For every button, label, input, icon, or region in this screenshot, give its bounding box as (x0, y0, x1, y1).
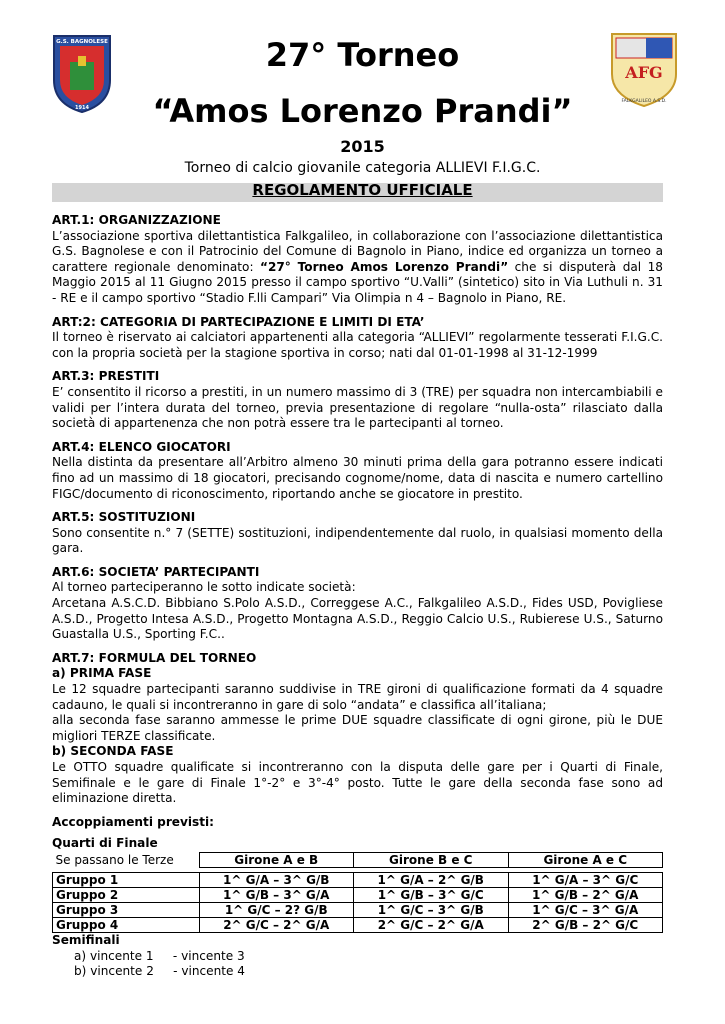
logo-left-year: 1914 (75, 105, 89, 111)
phase-b-label: b) SECONDA FASE (52, 744, 174, 759)
table-row (53, 902, 663, 917)
group-name: Gruppo 3 (53, 902, 200, 917)
article-text: Arcetana A.S.C.D. Bibbiano S.Polo A.S.D., Correggese A.C., Falkgalileo A.S.D., Fides USD, Povigliese A.S.D., Progetto Intesa A.S.D., Progetto Montagna A.S.D., Reggio Calcio U.S., Rubierese U.S., Saturno Guastalla U.S., Sporting F.C.. (52, 596, 663, 642)
phase-a-text: alla seconda fase saranno ammesse le prime DUE squadre classificate di ogni girone, più le DUE migliori TERZE classificate. (52, 713, 663, 743)
section-title: REGOLAMENTO UFFICIALE (252, 181, 473, 199)
phase-b-text: Le OTTO squadre qualificate si incontreranno con la disputa delle gare per i Quarti di Finale, Semifinale e le gare di Finale 1°-2° e 3°-4° posto. Tutte le gare della seconda fase sono ad eliminazione diretta. (52, 760, 663, 806)
table-corner: Se passano le Terze (55, 852, 174, 867)
pairing-cell: 2^ G/C – 2^ G/A (199, 917, 354, 932)
semis-title: Semifinali (52, 932, 120, 947)
pairing-cell: 1^ G/A – 3^ G/C (508, 872, 663, 887)
article-title: ART:2: CATEGORIA DI PARTECIPAZIONE E LIMITI DI ETA’ (52, 314, 425, 329)
article-1 (52, 213, 663, 307)
pairing-cell: 2^ G/B – 2^ G/C (508, 917, 663, 932)
tournament-name-inline: “27° Torneo Amos Lorenzo Prandi” (260, 259, 509, 274)
table-row (53, 917, 663, 932)
pairing-cell: 1^ G/B – 3^ G/C (354, 887, 509, 902)
pairing-cell: 1^ G/C – 2? G/B (199, 902, 354, 917)
article-5 (52, 510, 663, 557)
table-row (53, 887, 663, 902)
article-title: ART.1: ORGANIZZAZIONE (52, 213, 221, 227)
article-3 (52, 369, 663, 431)
regulation-body (52, 213, 663, 988)
article-7 (52, 651, 663, 980)
group-name: Gruppo 2 (53, 887, 200, 902)
tournament-name: “Amos Lorenzo Prandi” (152, 92, 573, 130)
article-text: Sono consentite n.° 7 (SETTE) sostituzioni, indipendentemente dal ruolo, in qualsiasi momento della gara. (52, 525, 663, 556)
article-title: ART.3: PRESTITI (52, 369, 160, 384)
table-header: Girone A e C (508, 852, 663, 867)
quarterfinal-table (52, 852, 663, 933)
tournament-subtitle: Torneo di calcio giovanile categoria ALLIEVI F.I.G.C. (184, 160, 541, 176)
group-name: Gruppo 1 (53, 872, 200, 887)
article-intro: Al torneo parteciperanno le sotto indicate società: (52, 580, 356, 595)
semis-list (52, 949, 663, 980)
tournament-year: 2015 (340, 137, 385, 156)
pairing-cell: 1^ G/B – 3^ G/A (199, 887, 354, 902)
list-item (52, 964, 663, 980)
article-text-part: che si disputerà dal 18 Maggio 2015 al 11 Giugno 2015 presso il campo sportivo “U.Valli” (sintetico) sito in Via Luthuli n. 31 - RE e il campo sportivo “Stadio F.lli Campari” Via Olimpia n 4 – Bagnolo in Piano, RE. (52, 259, 663, 305)
article-text: Il torneo è riservato ai calciatori appartenenti alla categoria “ALLIEVI” regolarmente tesserati F.I.G.C. con la propria società per la stagione sportiva in corso; nati dal 01-01-1998 al 31-12-1999 (52, 330, 663, 360)
pairing-cell: 2^ G/C – 2^ G/A (354, 917, 509, 932)
article-title: ART.4: ELENCO GIOCATORI (52, 439, 231, 454)
list-item (52, 949, 663, 965)
group-name: Gruppo 4 (53, 917, 200, 932)
table-row (53, 872, 663, 887)
phase-a-text: Le 12 squadre partecipanti saranno suddivise in TRE gironi di qualificazione formati da 4 squadre cadauno, le quali si incontreranno in gare di solo “andata” e classifica all’italiana; (52, 682, 663, 712)
article-4 (52, 440, 663, 502)
pairing-cell: 1^ G/C – 3^ G/B (354, 902, 509, 917)
article-2 (52, 315, 663, 362)
pairing-cell: 1^ G/A – 2^ G/B (354, 872, 509, 887)
table-header: Girone B e C (354, 852, 509, 867)
logo-left-text: G.S. BAGNOLESE (56, 39, 108, 45)
logo-right-text: AFG (625, 63, 663, 82)
article-title: ART.5: SOSTITUZIONI (52, 510, 196, 525)
article-text: E’ consentito il ricorso a prestiti, in un numero massimo di 3 (TRE) per squadra non intercambiabili e validi per l’intera durata del torneo, previa presentazione di regolare “nulla-osta” rilasciato dalla società di appartenenza che non potrà essere tra le partecipanti al torneo. (52, 384, 663, 431)
article-6 (52, 565, 663, 643)
quarters-title: Quarti di Finale (52, 836, 158, 851)
article-text: Nella distinta da presentare all’Arbitro almeno 30 minuti prima della gara potranno essere indicati fino ad un massimo di 18 giocatori, precisando cognome/nome, data di nascita e numero cartellino FIGC/documento di riconoscimento, riportando anche se giocatore in prestito. (52, 455, 663, 501)
semi-label: a) vincente 1 (74, 948, 154, 963)
article-text-part: L’associazione sportiva dilettantistica Falkgalileo, in collaborazione con l’associazione dilettantistica G.S. Bagnolese e con il Patrocinio del Comune di Bagnolo in Piano, indice ed organizza un torneo a carattere regionale denominato: (52, 228, 663, 274)
article-title: ART.7: FORMULA DEL TORNEO (52, 650, 257, 665)
pairing-cell: 1^ G/C – 3^ G/A (508, 902, 663, 917)
pairing-cell: 1^ G/B – 2^ G/A (508, 887, 663, 902)
tournament-title: 27° Torneo (265, 36, 460, 74)
table-header-row (53, 852, 663, 867)
semi-opponent: - vincente 4 (173, 964, 246, 979)
semi-opponent: - vincente 3 (172, 948, 245, 963)
pairing-cell: 1^ G/A – 3^ G/B (199, 872, 354, 887)
table-header: Girone A e B (199, 852, 354, 867)
article-text (52, 229, 663, 307)
article-title: ART.6: SOCIETA’ PARTECIPANTI (52, 564, 260, 579)
logo-right-caption: FALKGALILEO A.S.D. (621, 99, 667, 104)
semi-label: b) vincente 2 (74, 964, 154, 979)
phase-a-label: a) PRIMA FASE (52, 666, 152, 681)
pairings-title: Accoppiamenti previsti: (52, 814, 214, 829)
